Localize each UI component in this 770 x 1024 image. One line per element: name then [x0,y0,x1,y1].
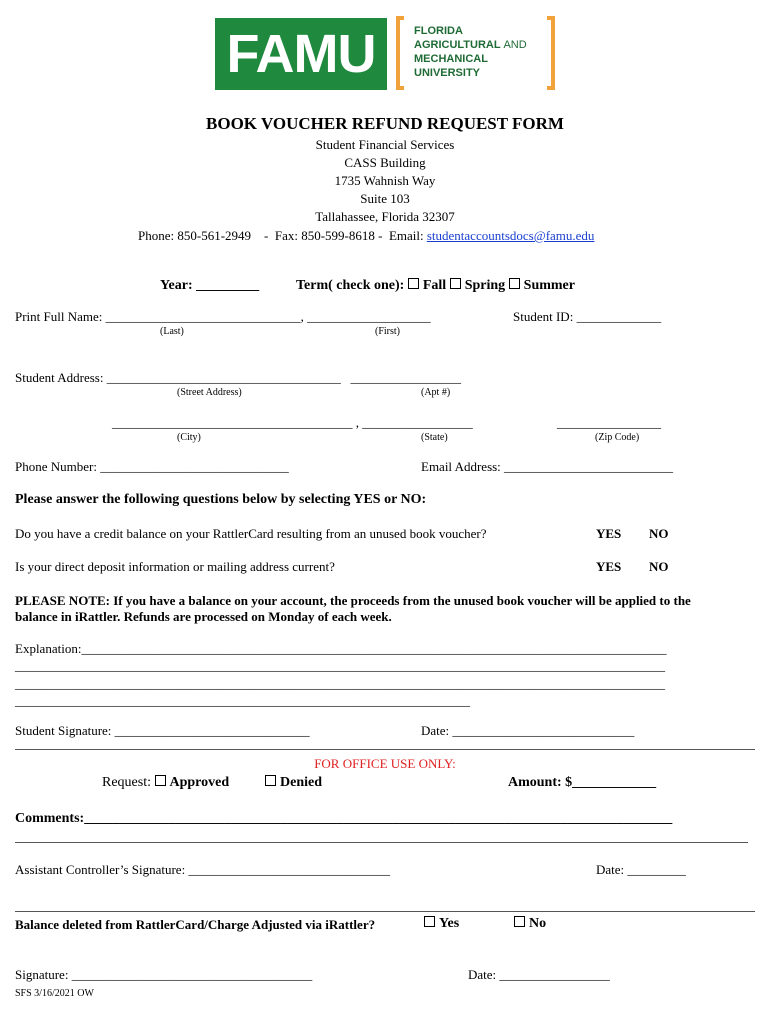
zip-hint: (Zip Code) [595,432,640,443]
apt-hint: (Apt #) [421,387,451,398]
explanation-line-3[interactable]: ____________________________________________________________________________________________________ [15,676,665,691]
balance-no-checkbox[interactable] [514,916,525,927]
explanation-line-4[interactable]: ______________________________________________________________________ [15,693,470,708]
denied-option [265,775,322,791]
state-hint: (State) [421,432,448,443]
logo-line-3: MECHANICAL [414,53,488,65]
comments-field[interactable] [15,811,672,827]
contact-prefix: Phone: 850-561-2949 - Fax: 850-599-8618 - Email: [138,228,427,243]
name-field[interactable] [15,309,431,325]
request-group [102,775,229,791]
phone-label: Phone Number: [15,459,97,474]
term-group [296,278,575,294]
address-line2-blank[interactable]: _____________________________________ , _________________ [112,415,473,430]
fall-label: Fall [422,278,447,293]
amount-field[interactable] [508,775,656,791]
term-label: Term( check one): [296,278,405,293]
controller-date-label: Date: [596,862,625,877]
logo-university-name [414,24,527,80]
final-signature-field[interactable] [15,967,312,983]
spring-label: Spring [464,278,506,293]
comments-label: Comments: [15,811,85,826]
year-blank[interactable]: _________ [196,278,260,293]
final-signature-blank[interactable]: _____________________________________ [71,967,313,982]
fall-checkbox[interactable] [408,278,419,289]
explanation-label: Explanation: [15,641,82,656]
balance-divider [15,911,755,912]
year-label: Year: [160,278,193,293]
student-signature-field[interactable] [15,723,310,739]
name-label: Print Full Name: [15,309,103,324]
logo-line-2b: AND [503,39,527,51]
first-hint: (First) [375,326,400,337]
logo-line-2 [414,38,527,52]
address-field[interactable] [15,370,461,386]
phone-field[interactable] [15,459,289,475]
address-line1-blank[interactable]: ____________________________________ _________________ [106,370,461,385]
logo-bracket-right [547,16,555,90]
controller-date-blank[interactable]: _________ [627,862,686,877]
building: CASS Building [344,155,426,170]
email-label: Email Address: [421,459,501,474]
controller-blank[interactable]: _______________________________ [188,862,390,877]
explanation-line-2[interactable]: ____________________________________________________________________________________________________ [15,658,665,673]
summer-label: Summer [523,278,575,293]
zip-blank[interactable]: ________________ [557,415,661,430]
street: 1735 Wahnish Way [334,173,436,188]
controller-label: Assistant Controller’s Signature: [15,862,186,877]
final-signature-label: Signature: [15,967,69,982]
street-hint: (Street Address) [177,387,242,398]
balance-question: Balance deleted from RattlerCard/Charge Adjusted via iRattler? [15,917,376,932]
year-field[interactable] [160,278,259,294]
student-id-field[interactable] [513,309,661,325]
q1-yes-option[interactable]: YES [596,526,622,541]
signature-date-blank[interactable]: ____________________________ [452,723,635,738]
office-use-heading: FOR OFFICE USE ONLY: [314,756,456,771]
amount-label: Amount: $ [508,775,573,790]
q2-yes-option[interactable]: YES [596,559,622,574]
approved-checkbox[interactable] [155,775,166,786]
comments-blank[interactable]: ____________________________________________________________________________________ [84,811,673,826]
signature-date-label: Date: [421,723,450,738]
signature-blank[interactable]: ______________________________ [114,723,310,738]
email-field[interactable] [421,459,673,475]
q2-no-option[interactable]: NO [649,559,669,574]
logo-line-2a: AGRICULTURAL [414,39,501,51]
spring-checkbox[interactable] [450,278,461,289]
address-label: Student Address: [15,370,104,385]
city-state: Tallahassee, Florida 32307 [315,209,455,224]
logo-line-1: FLORIDA [414,25,463,37]
note-line-2: balance in iRattler. Refunds are processed on Monday of each week. [15,609,392,624]
form-code: SFS 3/16/2021 OW [15,988,94,999]
signature-date-field[interactable] [421,723,634,739]
student-id-blank[interactable]: _____________ [576,309,662,324]
city-hint: (City) [177,432,201,443]
note-line-1: PLEASE NOTE: If you have a balance on your account, the proceeds from the unused book voucher will be applied to the [15,593,691,608]
controller-signature-field[interactable] [15,862,390,878]
request-label: Request: [102,775,151,790]
question-1: Do you have a credit balance on your RattlerCard resulting from an unused book voucher? [15,526,487,541]
logo-line-4: UNIVERSITY [414,67,481,79]
controller-date-field[interactable] [596,862,686,878]
summer-checkbox[interactable] [509,278,520,289]
question-2: Is your direct deposit information or mailing address current? [15,559,335,574]
last-hint: (Last) [160,326,184,337]
balance-no-label: No [529,916,547,931]
final-date-field[interactable] [468,967,610,983]
suite: Suite 103 [360,191,410,206]
signature-label: Student Signature: [15,723,112,738]
logo-text: FAMU [226,24,376,84]
email-link[interactable]: studentaccountsdocs@famu.edu [426,228,595,243]
amount-blank[interactable]: ____________ [572,775,657,790]
q1-no-option[interactable]: NO [649,526,669,541]
balance-no-option [514,916,546,932]
approved-label: Approved [169,775,230,790]
phone-blank[interactable]: _____________________________ [100,459,289,474]
explanation-line-1[interactable]: __________________________________________________________________________________________ [81,641,667,656]
form-title: BOOK VOUCHER REFUND REQUEST FORM [206,114,564,133]
denied-checkbox[interactable] [265,775,276,786]
explanation-field[interactable] [15,641,666,657]
balance-yes-checkbox[interactable] [424,916,435,927]
balance-yes-option [424,916,459,932]
logo-bracket-left [396,16,404,90]
questions-heading: Please answer the following questions below by selecting YES or NO: [15,492,427,507]
final-date-blank[interactable]: _________________ [499,967,610,982]
dept-name: Student Financial Services [315,137,455,152]
office-divider [15,749,755,750]
contact-line [138,228,594,244]
final-date-label: Date: [468,967,497,982]
name-blank[interactable]: ______________________________, ___________________ [105,309,431,324]
balance-yes-label: Yes [439,916,460,931]
famu-logo [215,18,387,90]
email-blank[interactable]: __________________________ [504,459,674,474]
denied-label: Denied [280,775,322,790]
comments-line-2[interactable] [15,842,748,843]
student-id-label: Student ID: [513,309,574,324]
